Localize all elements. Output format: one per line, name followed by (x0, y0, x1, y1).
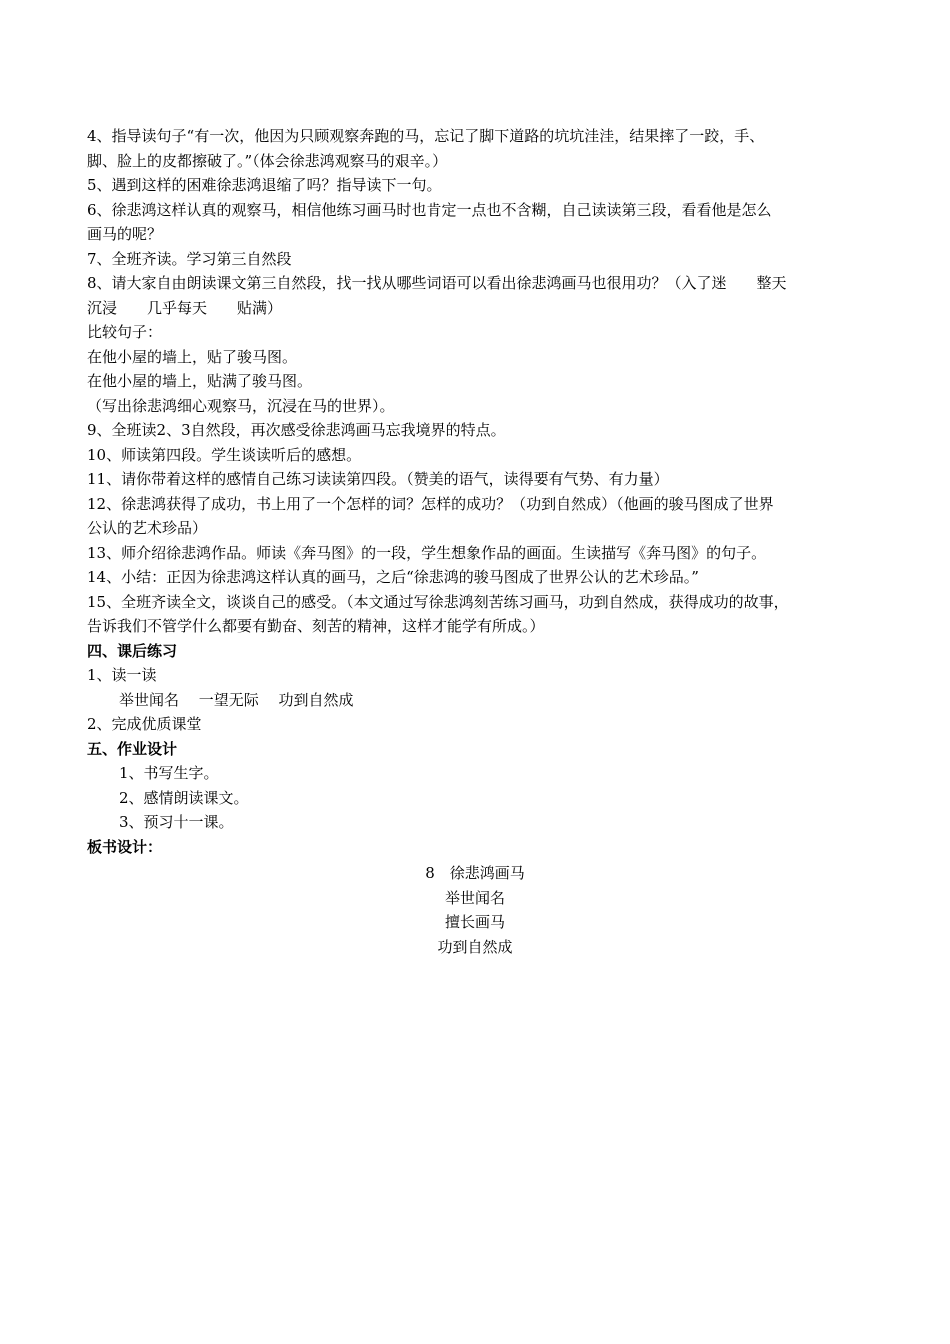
homework-item: 3、预习十一课。 (119, 813, 234, 831)
section-4-words: 举世闻名 一望无际 功到自然成 (119, 690, 354, 709)
compare-sentence-1: 在他小屋的墙上，贴了骏马图。 (87, 347, 298, 366)
board-line: 擅长画马 (444, 913, 505, 931)
step-11: 11、请你带着这样的感情自己练习读读第四段。（赞美的语气，读得要有气势、有力量） (87, 470, 669, 488)
step-6-line-1: 6、徐悲鸿这样认真的观察马，相信他练习画马时也肯定一点也不含糊，自己读读第三段，看看他是怎么 (87, 200, 772, 219)
section-4-item-1: 1、读一读 (87, 666, 157, 684)
homework-item: 1、书写生字。 (119, 764, 219, 782)
step-15-line-2: 告诉我们不管学什么都要有勤奋、刻苦的精神，这样才能学有所成。） (87, 617, 545, 635)
step-12-line-1: 12、徐悲鸿获得了成功，书上用了一个怎样的词？怎样的成功？（功到自然成）（他画的骏马图成了世界 (87, 494, 774, 513)
compare-sentence-2: 在他小屋的墙上，贴满了骏马图。 (87, 372, 313, 390)
step-6-line-2: 画马的呢？ (87, 225, 163, 243)
section-5-heading: 五、作业设计 (87, 739, 178, 758)
board-title: 8 徐悲鸿画马 (425, 864, 525, 882)
step-4-line-1: 4、指导读句子“有一次，他因为只顾观察奔跑的马，忘记了脚下道路的坑坑洼洼，结果摔了一跤，手、 (87, 127, 765, 145)
board-heading: 板书设计： (87, 837, 163, 856)
compare-label: 比较句子： (87, 323, 163, 341)
board-design (87, 861, 867, 959)
step-8-line-1: 8、请大家自由朗读课文第三自然段，找一找从哪些词语可以看出徐悲鸿画马也很用功？（入了迷 整天 (87, 274, 787, 292)
compare-note: （写出徐悲鸿细心观察马，沉浸在马的世界）。 (87, 396, 395, 415)
homework-item: 2、感情朗读课文。 (119, 788, 249, 807)
step-8-line-2: 沉浸 几乎每天 贴满） (87, 298, 283, 317)
section-4-item-2: 2、完成优质课堂 (87, 715, 202, 733)
step-9: 9、全班读2、3自然段，再次感受徐悲鸿画马忘我境界的特点。 (87, 421, 506, 439)
section-4-heading: 四、课后练习 (87, 641, 178, 660)
step-12-line-2: 公认的艺术珍品） (87, 519, 208, 537)
document-page (87, 124, 867, 959)
step-10: 10、师读第四段。学生谈读听后的感想。 (87, 445, 362, 464)
step-13: 13、师介绍徐悲鸿作品。师读《奔马图》的一段，学生想象作品的画面。生读描写《奔马图》的句子。 (87, 543, 767, 562)
step-7: 7、全班齐读。学习第三自然段 (87, 249, 292, 268)
board-line: 功到自然成 (437, 937, 513, 956)
step-14: 14、小结：正因为徐悲鸿这样认真的画马，之后“徐悲鸿的骏马图成了世界公认的艺术珍品。” (87, 568, 699, 586)
board-line: 举世闻名 (444, 888, 505, 907)
step-5: 5、遇到这样的困难徐悲鸿退缩了吗？指导读下一句。 (87, 176, 442, 194)
step-15-line-1: 15、全班齐读全文，谈谈自己的感受。（本文通过写徐悲鸿刻苦练习画马，功到自然成，获得成功的故事， (87, 592, 789, 611)
step-4-line-2: 脚、脸上的皮都擦破了。”（体会徐悲鸿观察马的艰辛。） (87, 151, 448, 170)
